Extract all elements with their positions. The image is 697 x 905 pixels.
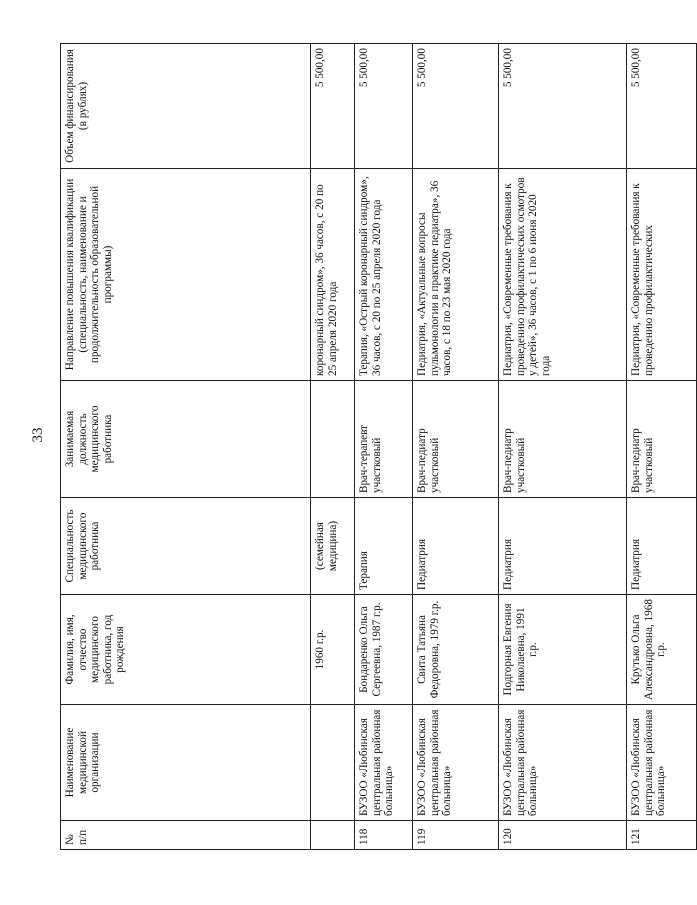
header-num: № п/п	[61, 821, 311, 850]
cell-direction: Педиатрия, «Актуальные вопросы пульмонологии в практике педиатра», 36 часов, с 18 по 23 мая 2020 года	[413, 169, 499, 381]
rotated-table-frame	[60, 44, 668, 850]
cell-num: 120	[499, 821, 627, 850]
header-name: Фамилия, имя, отчество медицинского работника, год рождения	[61, 595, 311, 705]
header-specialty: Специальность медицинского работника	[61, 498, 311, 595]
page-number: 33	[30, 427, 46, 443]
table-row	[499, 44, 627, 850]
cell-specialty: (семейная медицина)	[311, 498, 355, 595]
cell-name: Свита Татьяна Федоровна, 1979 г.р.	[413, 595, 499, 705]
training-table	[60, 43, 697, 850]
cell-position: Врач-терапевт участковый	[355, 381, 413, 498]
cell-num: 119	[413, 821, 499, 850]
table-container	[60, 44, 668, 850]
cell-funding: 5 500,00	[355, 44, 413, 169]
table-row	[413, 44, 499, 850]
cell-funding: 5 500,00	[627, 44, 697, 169]
cell-name: Крутько Ольга Александровна, 1968 г.р.	[627, 595, 697, 705]
cell-funding: 5 500,00	[413, 44, 499, 169]
cell-position: Врач-педиатр участковый	[413, 381, 499, 498]
cell-funding: 5 500,00	[311, 44, 355, 169]
header-funding: Объем финансирования (в рублях)	[61, 44, 311, 169]
header-org: Наименование медицинской организации	[61, 705, 311, 821]
cell-direction: Педиатрия, «Современные требования к проведению профилактических	[627, 169, 697, 381]
cell-position: Врач-педиатр участковый	[627, 381, 697, 498]
header-direction: Направление повышения квалификации (специальность, наименование и продолжительность образовательной программы)	[61, 169, 311, 381]
cell-specialty: Педиатрия	[499, 498, 627, 595]
cell-direction: Терапия, «Острый коронарный синдром», 36 часов, с 20 по 25 апреля 2020 года	[355, 169, 413, 381]
cell-org: БУЗОО «Любинская центральная районная больница»	[355, 705, 413, 821]
cell-num	[311, 821, 355, 850]
cell-direction: коронарный синдром», 36 часов, с 20 по 25 апреля 2020 года	[311, 169, 355, 381]
cell-direction: Педиатрия, «Современные требования к проведению профилактических осмотров у детей», 36 часов, с 1 по 6 июня 2020 года	[499, 169, 627, 381]
cell-org	[311, 705, 355, 821]
cell-org: БУЗОО «Любинская центральная районная больница»	[499, 705, 627, 821]
cell-org: БУЗОО «Любинская центральная районная больница»	[413, 705, 499, 821]
cell-specialty: Педиатрия	[413, 498, 499, 595]
cell-position: Врач-педиатр участковый	[499, 381, 627, 498]
cell-org: БУЗОО «Любинская центральная районная больница»	[627, 705, 697, 821]
cell-name: 1960 г.р.	[311, 595, 355, 705]
cell-name: Подгорная Евгения Николаевна, 1991 г.р.	[499, 595, 627, 705]
cell-specialty: Педиатрия	[627, 498, 697, 595]
cell-num: 121	[627, 821, 697, 850]
cell-name: Бондаренко Ольга Сергеевна, 1987 г.р.	[355, 595, 413, 705]
table-row	[311, 44, 355, 850]
cell-funding: 5 500,00	[499, 44, 627, 169]
table-row	[355, 44, 413, 850]
cell-specialty: Терапия	[355, 498, 413, 595]
table-row	[627, 44, 697, 850]
header-position: Занимаемая должность медицинского работника	[61, 381, 311, 498]
header-row	[61, 44, 311, 850]
cell-num: 118	[355, 821, 413, 850]
cell-position	[311, 381, 355, 498]
